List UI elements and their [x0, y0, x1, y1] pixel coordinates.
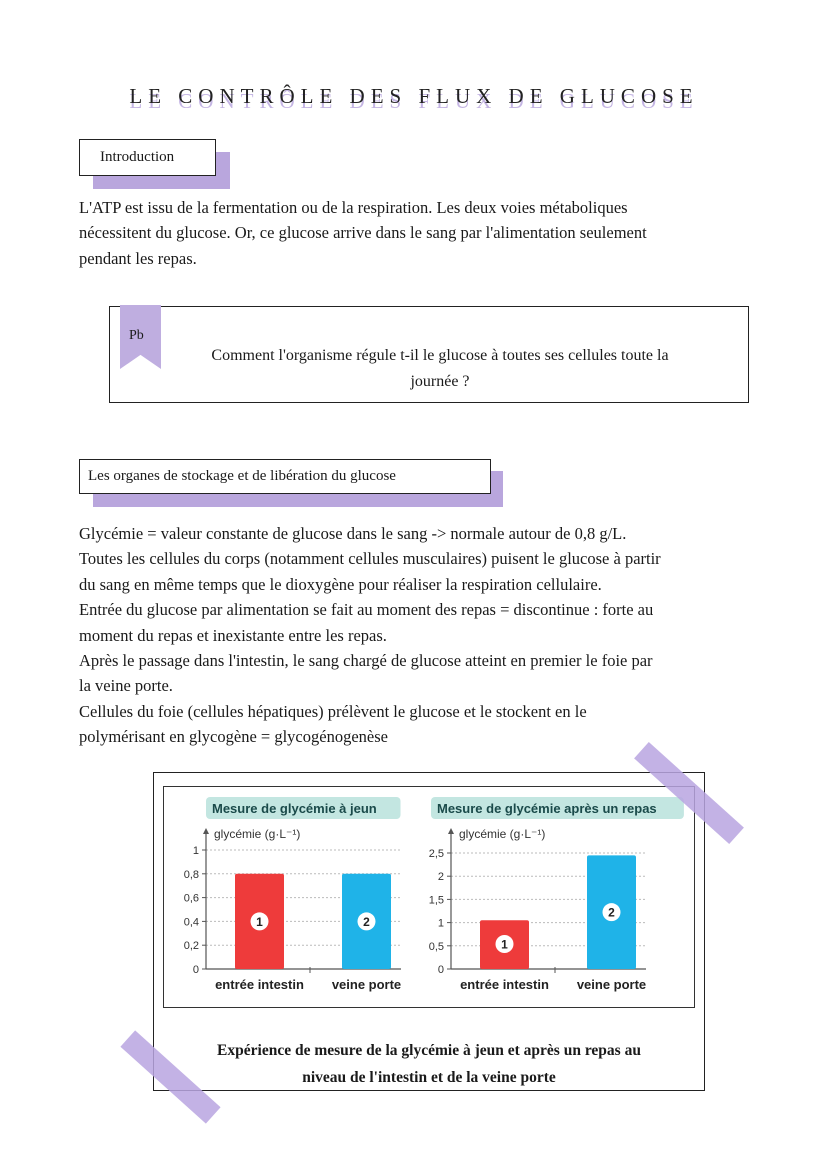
- chart-title: Mesure de glycémie après un repas: [437, 801, 657, 816]
- caption-line: Expérience de mesure de la glycémie à jeun et après un repas au: [217, 1042, 641, 1059]
- text-line: Toutes les cellules du corps (notamment cellules musculaires) puisent le glucose à partir: [79, 549, 661, 569]
- bar-marker-label: 1: [501, 937, 508, 952]
- y-tick-label: 0,5: [428, 940, 444, 953]
- y-axis-label: glycémie (g·L⁻¹): [214, 827, 301, 841]
- x-category-label: entrée intestin: [460, 977, 549, 992]
- y-tick-label: 0: [437, 964, 444, 976]
- text-line: nécessitent du glucose. Or, ce glucose arrive dans le sang par l'alimentation seulement: [79, 223, 647, 243]
- section-heading: Les organes de stockage et de libération du glucose: [79, 459, 491, 494]
- text-line: L'ATP est issu de la fermentation ou de la respiration. Les deux voies métaboliques: [79, 198, 628, 217]
- chart-title: Mesure de glycémie à jeun: [212, 801, 377, 816]
- bar-marker-label: 1: [256, 914, 263, 929]
- charts-svg: [164, 787, 696, 1009]
- text-line: journée ?: [410, 373, 470, 390]
- intro-paragraph: [79, 195, 647, 271]
- y-tick-label: 2,5: [428, 848, 444, 860]
- caption-line: niveau de l'intestin et de la veine porte: [302, 1069, 556, 1086]
- text-line: du sang en même temps que le dioxygène pour réaliser la respiration cellulaire.: [79, 574, 602, 594]
- problem-label: Pb: [129, 328, 144, 343]
- y-tick-label: 1,5: [428, 894, 444, 907]
- y-tick-label: 1: [192, 845, 199, 857]
- y-tick-label: 1: [437, 917, 444, 930]
- text-line: Entrée du glucose par alimentation se fait au moment des repas = discontinue : forte au: [79, 600, 654, 620]
- text-line: moment du repas et inexistante entre les repas.: [79, 625, 387, 645]
- y-tick-label: 0,8: [183, 868, 199, 881]
- x-category-label: veine porte: [331, 977, 402, 992]
- y-tick-label: 0,6: [183, 892, 199, 905]
- section-paragraph: [79, 521, 661, 750]
- x-category-label: entrée intestin: [215, 977, 304, 992]
- intro-heading: Introduction: [79, 139, 216, 176]
- y-axis-label: glycémie (g·L⁻¹): [459, 827, 546, 841]
- text-line: la veine porte.: [79, 676, 173, 696]
- y-tick-label: 0,2: [183, 940, 199, 953]
- y-tick-label: 2: [437, 871, 444, 884]
- y-axis-arrow-icon: [448, 828, 454, 834]
- text-line: Comment l'organisme régule t-il le glucose à toutes ses cellules toute la: [211, 347, 669, 364]
- figure-image: [163, 786, 695, 1008]
- figure-caption: [153, 1037, 705, 1091]
- y-tick-label: 0: [192, 964, 199, 976]
- text-line: Glycémie = valeur constante de glucose dans le sang -> normale autour de 0,8 g/L.: [79, 524, 627, 543]
- page-title: LE CONTRÔLE DES FLUX DE GLUCOSE: [129, 84, 699, 108]
- y-axis-arrow-icon: [203, 828, 209, 834]
- x-category-label: veine porte: [576, 977, 647, 992]
- text-line: Cellules du foie (cellules hépatiques) prélèvent le glucose et le stockent en le: [79, 701, 587, 721]
- text-line: pendant les repas.: [79, 248, 197, 268]
- bar-marker-label: 2: [363, 914, 370, 929]
- text-line: Après le passage dans l'intestin, le sang chargé de glucose atteint en premier le foie par: [79, 651, 653, 671]
- problem-question: [160, 343, 720, 395]
- y-tick-label: 0,4: [183, 916, 199, 929]
- bar-marker-label: 2: [608, 905, 615, 920]
- text-line: polymérisant en glycogène = glycogénogenèse: [79, 727, 388, 747]
